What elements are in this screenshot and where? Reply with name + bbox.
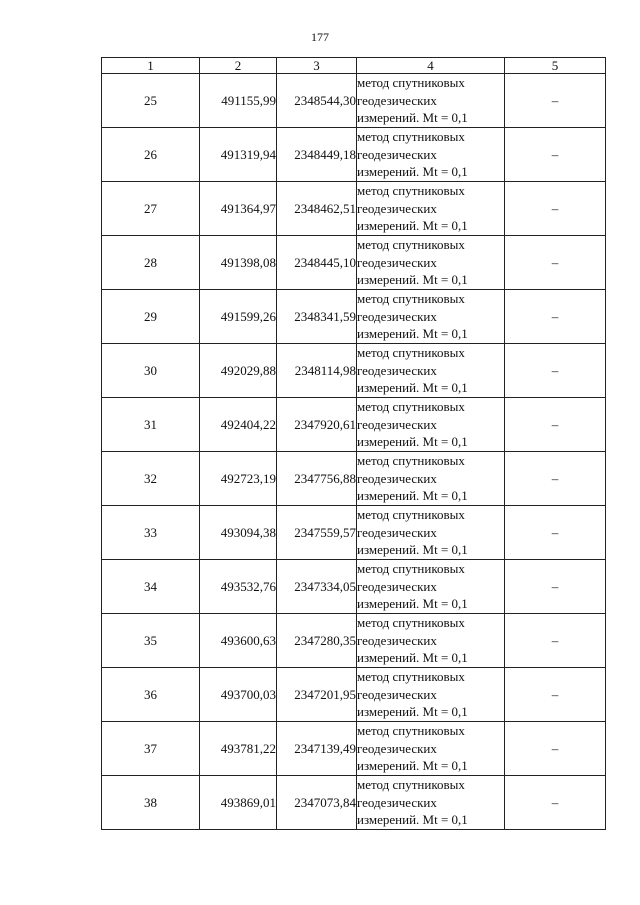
column-header-1: 1: [102, 58, 200, 74]
method-line: измерений. Mt = 0,1: [357, 812, 468, 828]
point-number-cell: 31: [102, 398, 200, 452]
column-header-3: 3: [277, 58, 357, 74]
coordinate-y-cell: 2347334,05: [277, 560, 357, 614]
coordinate-x-cell: 493600,63: [200, 614, 277, 668]
method-cell: [357, 776, 505, 830]
method-cell: [357, 182, 505, 236]
column-5-cell: –: [505, 344, 606, 398]
column-5-cell: –: [505, 290, 606, 344]
column-header-5: 5: [505, 58, 606, 74]
method-line: измерений. Mt = 0,1: [357, 272, 468, 288]
method-cell: [357, 398, 505, 452]
method-line: метод спутниковых: [357, 453, 465, 469]
coordinate-x-cell: 493781,22: [200, 722, 277, 776]
column-5-cell: –: [505, 560, 606, 614]
point-number-cell: 37: [102, 722, 200, 776]
table-row: [102, 290, 606, 344]
coordinate-y-cell: 2348114,98: [277, 344, 357, 398]
method-line: метод спутниковых: [357, 615, 465, 631]
method-line: геодезических: [357, 470, 437, 486]
method-line: измерений. Mt = 0,1: [357, 704, 468, 720]
coordinate-y-cell: 2348544,30: [277, 74, 357, 128]
method-cell: [357, 344, 505, 398]
method-line: измерений. Mt = 0,1: [357, 488, 468, 504]
coordinate-x-cell: 493094,38: [200, 506, 277, 560]
method-cell: [357, 236, 505, 290]
coordinate-x-cell: 491319,94: [200, 128, 277, 182]
coordinate-y-cell: 2347139,49: [277, 722, 357, 776]
column-5-cell: –: [505, 398, 606, 452]
coordinate-x-cell: 491155,99: [200, 74, 277, 128]
point-number-cell: 28: [102, 236, 200, 290]
method-line: измерений. Mt = 0,1: [357, 110, 468, 126]
method-line: метод спутниковых: [357, 723, 465, 739]
point-number-cell: 33: [102, 506, 200, 560]
coordinate-x-cell: 493700,03: [200, 668, 277, 722]
column-5-cell: –: [505, 236, 606, 290]
method-line: метод спутниковых: [357, 561, 465, 577]
method-line: геодезических: [357, 416, 437, 432]
table-row: [102, 668, 606, 722]
coordinate-y-cell: 2348341,59: [277, 290, 357, 344]
point-number-cell: 36: [102, 668, 200, 722]
method-line: измерений. Mt = 0,1: [357, 650, 468, 666]
table-row: [102, 452, 606, 506]
table-row: [102, 560, 606, 614]
column-header-2: 2: [200, 58, 277, 74]
table-body: [102, 74, 606, 830]
table-row: [102, 398, 606, 452]
method-cell: [357, 128, 505, 182]
coordinate-x-cell: 492029,88: [200, 344, 277, 398]
method-cell: [357, 614, 505, 668]
column-5-cell: –: [505, 614, 606, 668]
method-line: метод спутниковых: [357, 129, 465, 145]
coordinate-y-cell: 2347756,88: [277, 452, 357, 506]
coordinates-table: [101, 57, 606, 830]
method-cell: [357, 452, 505, 506]
method-cell: [357, 290, 505, 344]
method-line: метод спутниковых: [357, 507, 465, 523]
method-cell: [357, 668, 505, 722]
method-line: метод спутниковых: [357, 237, 465, 253]
method-line: геодезических: [357, 254, 437, 270]
coordinate-x-cell: 491599,26: [200, 290, 277, 344]
method-line: измерений. Mt = 0,1: [357, 434, 468, 450]
column-5-cell: –: [505, 668, 606, 722]
coordinate-y-cell: 2347280,35: [277, 614, 357, 668]
coordinate-y-cell: 2347920,61: [277, 398, 357, 452]
table-row: [102, 614, 606, 668]
point-number-cell: 26: [102, 128, 200, 182]
method-line: измерений. Mt = 0,1: [357, 542, 468, 558]
point-number-cell: 29: [102, 290, 200, 344]
method-line: измерений. Mt = 0,1: [357, 326, 468, 342]
table-row: [102, 74, 606, 128]
method-line: измерений. Mt = 0,1: [357, 380, 468, 396]
point-number-cell: 34: [102, 560, 200, 614]
method-line: измерений. Mt = 0,1: [357, 758, 468, 774]
point-number-cell: 32: [102, 452, 200, 506]
column-5-cell: –: [505, 506, 606, 560]
table-row: [102, 506, 606, 560]
column-header-4: 4: [357, 58, 505, 74]
coordinate-y-cell: 2348449,18: [277, 128, 357, 182]
page-number: 177: [311, 30, 329, 44]
column-5-cell: –: [505, 74, 606, 128]
point-number-cell: 25: [102, 74, 200, 128]
method-line: метод спутниковых: [357, 399, 465, 415]
column-5-cell: –: [505, 722, 606, 776]
method-cell: [357, 560, 505, 614]
coordinate-y-cell: 2348445,10: [277, 236, 357, 290]
table-row: [102, 182, 606, 236]
coordinate-x-cell: 493532,76: [200, 560, 277, 614]
point-number-cell: 27: [102, 182, 200, 236]
method-line: метод спутниковых: [357, 75, 465, 91]
coordinate-x-cell: 491364,97: [200, 182, 277, 236]
table-row: [102, 776, 606, 830]
method-line: метод спутниковых: [357, 345, 465, 361]
method-line: измерений. Mt = 0,1: [357, 596, 468, 612]
coordinate-x-cell: 493869,01: [200, 776, 277, 830]
method-line: метод спутниковых: [357, 777, 465, 793]
table-row: [102, 236, 606, 290]
method-cell: [357, 74, 505, 128]
method-line: геодезических: [357, 92, 437, 108]
coordinate-y-cell: 2348462,51: [277, 182, 357, 236]
method-line: метод спутниковых: [357, 291, 465, 307]
method-line: геодезических: [357, 200, 437, 216]
column-5-cell: –: [505, 452, 606, 506]
point-number-cell: 38: [102, 776, 200, 830]
coordinate-y-cell: 2347559,57: [277, 506, 357, 560]
table-row: [102, 344, 606, 398]
method-line: метод спутниковых: [357, 669, 465, 685]
method-line: геодезических: [357, 308, 437, 324]
table-row: [102, 128, 606, 182]
method-line: геодезических: [357, 524, 437, 540]
method-line: геодезических: [357, 794, 437, 810]
method-line: метод спутниковых: [357, 183, 465, 199]
coordinate-x-cell: 491398,08: [200, 236, 277, 290]
method-line: геодезических: [357, 146, 437, 162]
method-line: геодезических: [357, 740, 437, 756]
method-line: геодезических: [357, 362, 437, 378]
point-number-cell: 30: [102, 344, 200, 398]
coordinate-y-cell: 2347201,95: [277, 668, 357, 722]
method-cell: [357, 506, 505, 560]
coordinate-x-cell: 492404,22: [200, 398, 277, 452]
method-cell: [357, 722, 505, 776]
method-line: геодезических: [357, 686, 437, 702]
coordinate-y-cell: 2347073,84: [277, 776, 357, 830]
method-line: геодезических: [357, 578, 437, 594]
column-5-cell: –: [505, 182, 606, 236]
coordinate-x-cell: 492723,19: [200, 452, 277, 506]
method-line: измерений. Mt = 0,1: [357, 218, 468, 234]
method-line: геодезических: [357, 632, 437, 648]
table-row: [102, 722, 606, 776]
method-line: измерений. Mt = 0,1: [357, 164, 468, 180]
table-header-row: [102, 58, 606, 74]
point-number-cell: 35: [102, 614, 200, 668]
column-5-cell: –: [505, 776, 606, 830]
column-5-cell: –: [505, 128, 606, 182]
